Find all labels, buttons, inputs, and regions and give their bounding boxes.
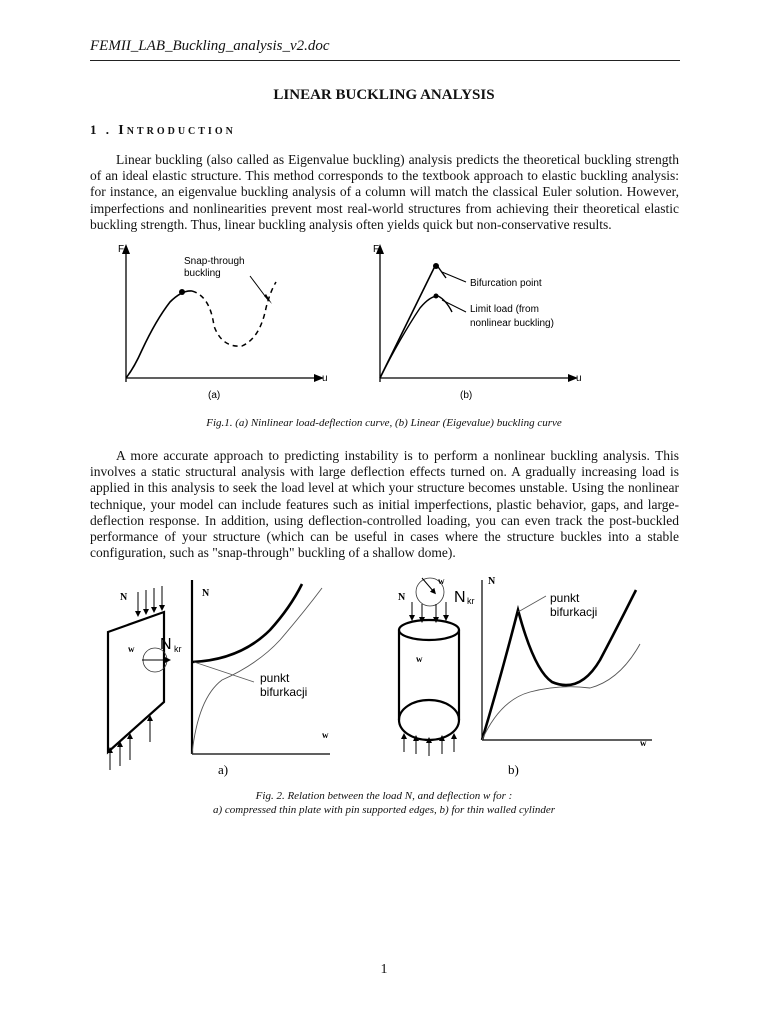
panel-label-2b: b) — [508, 762, 519, 777]
label-f-b: F — [373, 244, 380, 255]
imperfect-curve-a — [192, 588, 322, 754]
section-heading — [90, 122, 236, 139]
axis-label-n-b: N — [488, 576, 496, 587]
paragraph-nonlinear: A more accurate approach to predicting instability is to perform a nonlinear buckling analysis. This involves a static structural analysis with large deflection effects turned on. A gradually increasing load is applied in this analysis to seek the load level at which your structure becomes unstable. Using the nonlinear technique, your model can include features such as initial imperfections, plastic behavior, gaps, and large-deflection response. In addition, using deflection-controlled loading, you can even track the post-buckled performance of your structure (which can be useful in cases where the structure buckles into a stable configuration, such as "snap-through" buckling of a shallow dome). — [90, 448, 679, 561]
load-label-a: N — [120, 592, 128, 603]
axis-label-w-b: w — [640, 738, 647, 748]
leader-punkt-b — [518, 596, 546, 612]
header-rule — [90, 60, 680, 61]
deflection-label-b: w — [416, 654, 423, 664]
load-arrows-top-b — [412, 602, 446, 620]
section-number: 1 . — [90, 122, 112, 137]
critical-sub-a: kr — [174, 644, 182, 654]
deflection-top-b: w — [438, 576, 445, 586]
note-punkt-a-2: bifurkacji — [260, 685, 308, 699]
panel-label-2a: a) — [218, 762, 229, 777]
axis-label-n-a: N — [202, 588, 210, 599]
section-title-rest: NTRODUCTION — [126, 126, 236, 137]
figure-2 — [90, 570, 680, 782]
deflection-arrow-b — [422, 578, 434, 592]
snap-through-curve — [192, 282, 276, 346]
load-label-b: N — [398, 592, 406, 603]
figure-1 — [90, 238, 590, 406]
annotation-bifurcation: Bifurcation point — [470, 278, 542, 289]
document-header: FEMII_LAB_Buckling_analysis_v2.doc — [90, 38, 330, 54]
figure-1-panel-b — [373, 244, 582, 401]
bifurcation-point-b — [433, 263, 439, 269]
label-f-a: F — [118, 244, 125, 255]
figure-2-caption-line-1: Fig. 2. Relation between the load N, and deflection w for : — [255, 790, 513, 802]
figure-1-caption: Fig.1. (a) Ninlinear load-deflection curve, (b) Linear (Eigevalue) buckling curve — [206, 417, 562, 429]
axis-label-w-a: w — [322, 730, 329, 740]
nonlinear-curve-b — [380, 296, 452, 378]
note-punkt-a-1: punkt — [260, 671, 290, 685]
panel-label-b: (b) — [460, 390, 473, 401]
panel-label-a: (a) — [208, 390, 221, 401]
note-punkt-b-2: bifurkacji — [550, 605, 598, 619]
limit-point-b — [434, 294, 439, 299]
peak-point-a — [179, 289, 185, 295]
figure-2-panel-b — [398, 576, 652, 777]
annotation-arrow-a — [264, 294, 272, 304]
section-first-letter: I — [118, 123, 127, 138]
page-title: LINEAR BUCKLING ANALYSIS — [273, 87, 495, 103]
label-u-a: u — [322, 373, 328, 384]
cylinder-top — [399, 620, 459, 640]
deflection-label-a: w — [128, 644, 135, 654]
figure-2-caption-line-2: a) compressed thin plate with pin supported edges, b) for thin walled cylinder — [212, 804, 556, 816]
figure-1-panel-a — [118, 244, 328, 401]
paragraph-intro: Linear buckling (also called as Eigenvalue buckling) analysis predicts the theoretical buckling strength of an ideal elastic structure. This method corresponds to the textbook approach to elastic buckling analysis: for instance, an eigenvalue buckling analysis of a column will match the classical Euler solution. However, imperfections and nonlinearities prevent most real-world structures from achieving their theoretical elastic buckling strength. Thus, linear buckling analysis often yields quick but non-conservative results. — [90, 152, 679, 232]
annotation-snap-1: Snap-through — [184, 256, 245, 267]
label-u-b: u — [576, 373, 582, 384]
page-number: 1 — [380, 962, 388, 977]
critical-load-a: N — [160, 636, 172, 653]
plate-outline — [108, 612, 164, 752]
figure-2-panel-a — [108, 580, 330, 777]
load-curve-a — [126, 291, 192, 378]
cylinder-bottom — [399, 700, 459, 740]
annotation-limit-1: Limit load (from — [470, 304, 539, 315]
critical-sub-b: kr — [467, 596, 475, 606]
critical-load-b: N — [454, 589, 466, 606]
note-punkt-b-1: punkt — [550, 591, 580, 605]
annotation-limit-2: nonlinear buckling) — [470, 318, 554, 329]
load-arrows-top-a — [138, 586, 162, 614]
leader-limit — [442, 300, 466, 312]
annotation-snap-2: buckling — [184, 268, 221, 279]
